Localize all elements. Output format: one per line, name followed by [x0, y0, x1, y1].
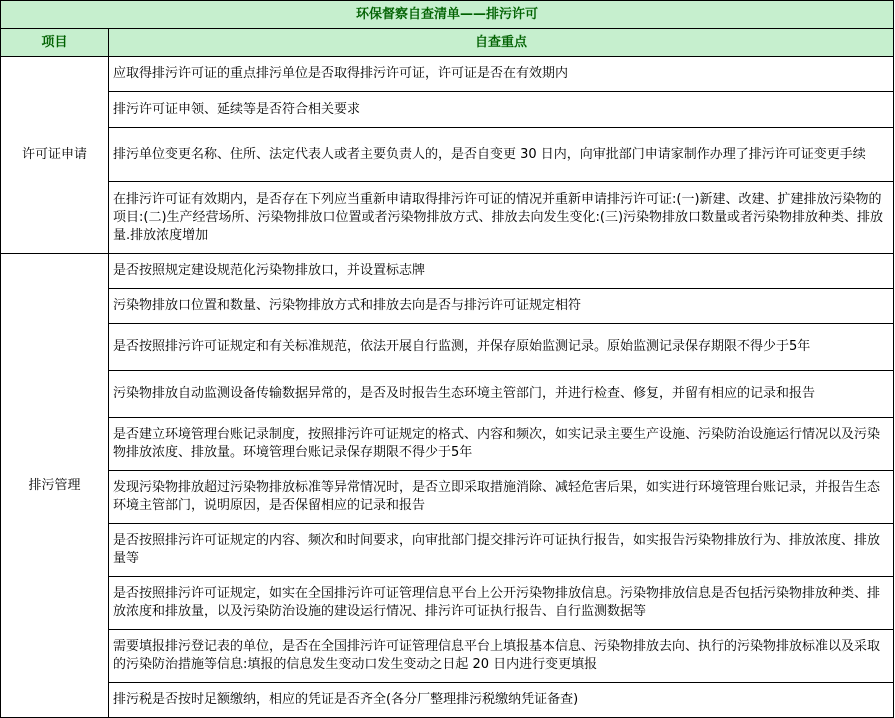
- table-row: [1, 254, 894, 289]
- table-row: [1, 57, 894, 92]
- table-row: [1, 524, 894, 577]
- table-row: [1, 683, 894, 718]
- header-item: 项目: [1, 29, 109, 57]
- table-row: [1, 182, 894, 254]
- table-row: [1, 92, 894, 128]
- check-item: 污染物排放自动监测设备传输数据异常的，是否及时报告生态环境主管部门，并进行检查、修复，并留有相应的记录和报告: [109, 371, 894, 418]
- check-item: 污染物排放口位置和数量、污染物排放方式和排放去向是否与排污许可证规定相符: [109, 289, 894, 324]
- table-row: [1, 418, 894, 471]
- table-row: [1, 471, 894, 524]
- table-row: [1, 324, 894, 371]
- check-item: 排污许可证申领、延续等是否符合相关要求: [109, 92, 894, 128]
- check-item: 排污税是否按时足额缴纳，相应的凭证是否齐全(各分厂整理排污税缴纳凭证备查): [109, 683, 894, 718]
- header-focus: 自查重点: [109, 29, 894, 57]
- check-item: 需要填报排污登记表的单位，是否在全国排污许可证管理信息平台上填报基本信息、污染物排放去向、执行的污染物排放标准以及采取的污染防治措施等信息:填报的信息发生变动口发生变动之日起 20 日内进行变更填报: [109, 630, 894, 683]
- check-item: 发现污染物排放超过污染物排放标准等异常情况时，是否立即采取措施消除、减轻危害后果，如实进行环境管理台账记录，并报告生态环境主管部门，说明原因，是否保留相应的记录和报告: [109, 471, 894, 524]
- category-cell: 许可证申请: [1, 57, 109, 254]
- table-row: [1, 577, 894, 630]
- check-item: 应取得排污许可证的重点排污单位是否取得排污许可证，许可证是否在有效期内: [109, 57, 894, 92]
- table-row: [1, 289, 894, 324]
- check-item: 在排污许可证有效期内，是否存在下列应当重新申请取得排污许可证的情况并重新申请排污许可证:(一)新建、改建、扩建排放污染物的项目:(二)生产经营场所、污染物排放口位置或者污染物排放方式、排放去向发生变化:(三)污染物排放口数量或者污染物排放种类、排放量.排放浓度增加: [109, 182, 894, 254]
- table-row: [1, 128, 894, 182]
- check-item: 是否按照排污许可证规定和有关标准规范，依法开展自行监测，并保存原始监测记录。原始监测记录保存期限不得少于5年: [109, 324, 894, 371]
- check-item: 是否按照排污许可证规定的内容、频次和时间要求，向审批部门提交排污许可证执行报告，如实报告污染物排放行为、排放浓度、排放量等: [109, 524, 894, 577]
- table-row: [1, 371, 894, 418]
- category-cell: 排污管理: [1, 254, 109, 718]
- check-item: 是否按照规定建设规范化污染物排放口，并设置标志牌: [109, 254, 894, 289]
- check-item: 是否建立环境管理台账记录制度，按照排污许可证规定的格式、内容和频次，如实记录主要生产设施、污染防治设施运行情况以及污染物排放浓度、排放量。环境管理台账记录保存期限不得少于5年: [109, 418, 894, 471]
- check-item: 是否按照排污许可证规定，如实在全国排污许可证管理信息平台上公开污染物排放信息。污染物排放信息是否包括污染物排放种类、排放浓度和排放量，以及污染防治设施的建设运行情况、排污许可证执行报告、自行监测数据等: [109, 577, 894, 630]
- check-item: 排污单位变更名称、住所、法定代表人或者主要负责人的，是否自变更 30 日内，向审批部门申请家制作办理了排污许可证变更手续: [109, 128, 894, 182]
- table-row: [1, 630, 894, 683]
- table-title: 环保督察自查清单——排污许可: [1, 1, 894, 29]
